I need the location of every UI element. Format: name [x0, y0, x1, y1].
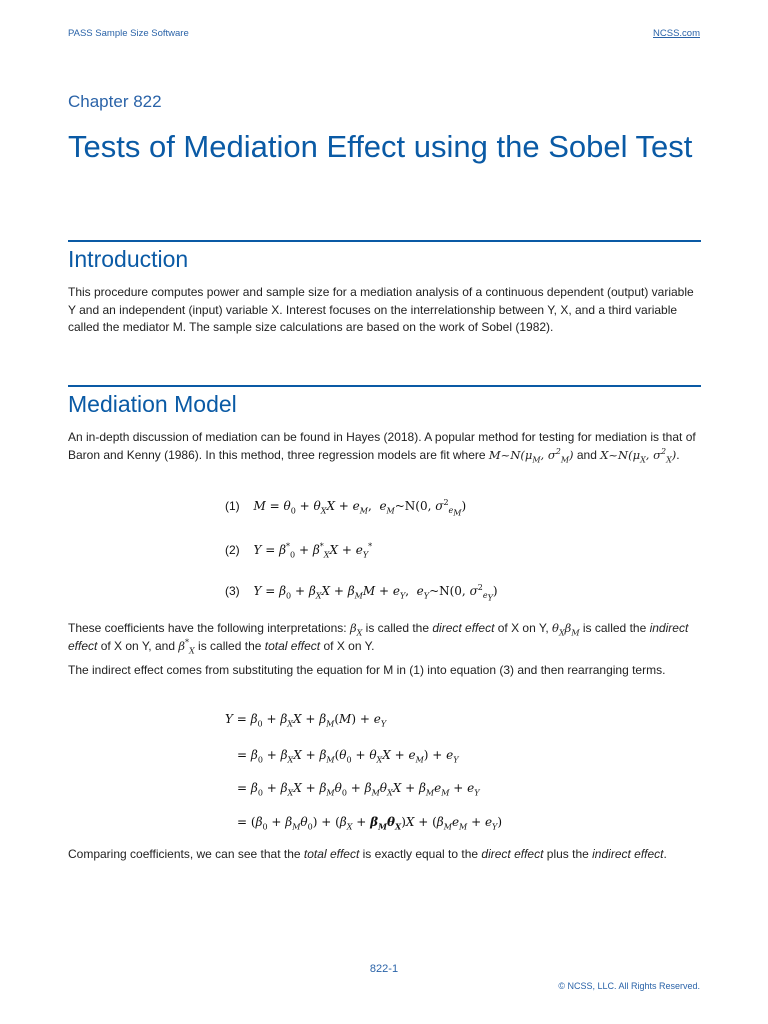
direct-effect-term: direct effect: [432, 621, 495, 635]
introduction-paragraph: This procedure computes power and sample size for a mediation analysis of a continuous dependent (output) variable Y and an independent (input) variable X. Interest focuses on the interrelationship between Y, X, and a third variable called the mediator M. The sample size calculations are based on the work of Sobel (1982).: [68, 285, 694, 334]
equation-2-label: (2): [225, 543, 240, 557]
copyright-notice: © NCSS, LLC. All Rights Reserved.: [558, 981, 700, 991]
interp-text: of X on Y.: [323, 638, 375, 653]
beta-x-symbol: $\beta_X$: [349, 621, 363, 638]
comparison-paragraph: [68, 846, 704, 864]
equation-3: (3) $Y = \beta_0 + \beta_XX + \beta_MM + e_Y$, $e_Y\sim N(0$, $\sigma^2_{e_Y}$): [225, 583, 498, 603]
period: .: [663, 847, 667, 861]
interp-text: is called the: [365, 621, 430, 635]
compare-text: is exactly equal to the: [362, 847, 479, 861]
interp-text: of X on Y, and: [100, 638, 175, 653]
equation-1: (1) $M = \theta_0 + \theta_XX + e_M$, $e_M\sim N(0$, $\sigma^2_{e_M}$): [225, 498, 467, 518]
interp-text: of X on Y,: [497, 621, 549, 635]
equation-1-label: (1): [225, 499, 240, 513]
section-divider: [68, 385, 701, 387]
mediation-text: An in-depth discussion of mediation can be found in Hayes (2018). A popular method for testing for mediation is that of Baron and Kenny (1986). In this method, three regression models are fit where: [68, 430, 696, 462]
section-divider: [68, 240, 701, 242]
substitution-paragraph: The indirect effect comes from substituting the equation for M in (1) into equation (3) and then rearranging terms.: [68, 663, 666, 677]
interp-text: is called the: [582, 621, 647, 635]
header-software-name: PASS Sample Size Software: [68, 28, 189, 39]
derivation-line-4: = $(\beta_0 + \beta_M\theta_0) + (\beta_X + \beta_M\theta_X)X + (\beta_Me_M + e_Y)$: [237, 815, 503, 832]
m-distribution-formula: $M\sim N(\mu_M$, $\sigma^2_M$): [488, 446, 574, 464]
page-title: Tests of Mediation Effect using the Sobel Test: [68, 129, 693, 164]
ncss-link[interactable]: NCSS.com: [653, 28, 700, 39]
x-distribution-formula: $X\sim N(\mu_X$, $\sigma^2_X$): [600, 446, 677, 464]
indirect-effect-term: indirect effect: [592, 847, 664, 861]
interpretation-paragraph: [68, 620, 704, 655]
interp-text: is called the: [198, 638, 262, 653]
indirect-effect-term: indirect effect: [68, 621, 689, 653]
equation-2: (2) $Y = \beta^*_0 + \beta^*_XX + e_Y^*$: [225, 542, 373, 560]
beta-star-symbol: $\beta^*_X$: [178, 637, 195, 655]
mediation-model-heading: Mediation Model: [68, 391, 237, 417]
and-text: and: [576, 447, 597, 462]
compare-text: Comparing coefficients, we can see that the: [68, 847, 301, 861]
derivation-line-2: = $\beta_0 + \beta_XX + \beta_M(\theta_0 + \theta_XX + e_M) + e_Y$: [237, 748, 459, 765]
direct-effect-term: direct effect: [481, 847, 544, 861]
equation-3-label: (3): [225, 584, 240, 598]
introduction-heading: Introduction: [68, 246, 189, 272]
chapter-label: Chapter 822: [68, 92, 162, 111]
theta-beta-symbol: $\theta_X\beta_M$: [552, 621, 580, 638]
interp-text: These coefficients have the following interpretations:: [68, 621, 347, 635]
total-effect-term: total effect: [264, 638, 321, 653]
mediation-paragraph: An in-depth discussion of mediation can be found in Hayes (2018). A popular method for testing for mediation is that of Baron and Kenny (1986). In this method, three regression models are fit where $M\sim N(\mu_M$, $\sigma^2_M$) and $X\sim N(\mu_X$, $\sigma^2_X$).: [68, 430, 696, 464]
compare-text: plus the: [546, 847, 589, 861]
derivation-line-3: = $\beta_0 + \beta_XX + \beta_M\theta_0 + \beta_M\theta_XX + \beta_Me_M + e_Y$: [237, 781, 480, 798]
derivation-line-1: $Y = \beta_0 + \beta_XX + \beta_M(M) + e_Y$: [225, 712, 387, 729]
page-number: 822-1: [369, 963, 399, 975]
total-effect-term: total effect: [303, 847, 360, 861]
